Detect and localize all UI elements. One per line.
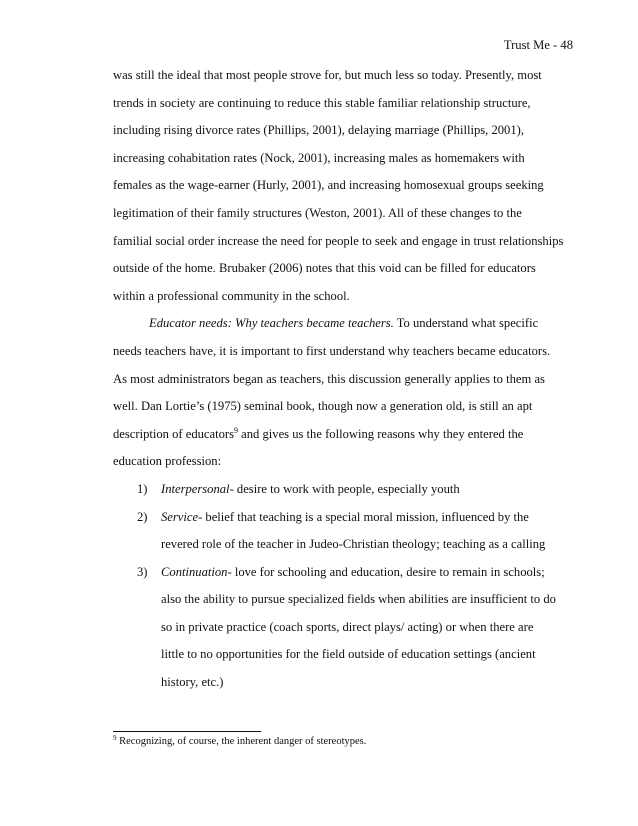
- text-span: and gives us the following reasons why they entered the: [238, 426, 524, 441]
- footnote-separator: [113, 731, 261, 732]
- list-item-line: [113, 559, 573, 587]
- text-line: needs teachers have, it is important to first understand why teachers became educators.: [113, 343, 551, 358]
- text-line: education profession:: [113, 454, 222, 469]
- text-span: description of educators: [113, 426, 234, 441]
- reasons-list: [113, 476, 573, 697]
- text-line: was still the ideal that most people strove for, but much less so today. Presently, most: [113, 68, 542, 82]
- list-item: [113, 504, 573, 559]
- list-item: [113, 559, 573, 697]
- list-item-continuation: so in private practice (coach sports, direct plays/ acting) or when there are: [161, 619, 534, 634]
- text-line: familial social order increase the need for people to seek and engage in trust relationships: [113, 233, 564, 248]
- list-item-line: [113, 504, 573, 532]
- footnote-text: Recognizing, of course, the inherent danger of stereotypes.: [116, 736, 367, 747]
- list-item-continuation: revered role of the teacher in Judeo-Christian theology; teaching as a calling: [161, 537, 546, 552]
- section-heading: Educator needs: Why teachers became teachers.: [149, 316, 394, 331]
- list-item-line: [113, 476, 573, 504]
- text-line: increasing cohabitation rates (Nock, 2001), increasing males as homemakers with: [113, 150, 525, 165]
- list-number: 1): [137, 481, 148, 496]
- page-body: [113, 62, 573, 697]
- text-line: within a professional community in the school.: [113, 288, 350, 303]
- text-line: legitimation of their family structures (Weston, 2001). All of these changes to the: [113, 205, 522, 220]
- footnote: [113, 736, 366, 747]
- text-line: As most administrators began as teachers, this discussion generally applies to them as: [113, 371, 545, 386]
- list-number: 3): [137, 564, 148, 579]
- list-item-continuation: history, etc.): [161, 675, 224, 690]
- list-number: 2): [137, 509, 148, 524]
- list-term: Continuation: [161, 564, 228, 579]
- list-term: Interpersonal: [161, 481, 230, 496]
- list-text: - belief that teaching is a special moral mission, influenced by the: [198, 509, 529, 524]
- running-head: Trust Me - 48: [503, 38, 573, 52]
- list-term: Service: [161, 509, 199, 524]
- footnote-reference: 9: [234, 425, 238, 435]
- list-text: - desire to work with people, especially youth: [229, 481, 460, 496]
- text-line: females as the wage-earner (Hurly, 2001), and increasing homosexual groups seeking: [113, 178, 544, 193]
- paragraph-continuation: [113, 62, 573, 310]
- text-span: To understand what specific: [393, 316, 539, 331]
- list-item-continuation: little to no opportunities for the field outside of education settings (ancient: [161, 647, 536, 662]
- footnote-number: 9: [113, 734, 117, 742]
- text-line: including rising divorce rates (Phillips, 2001), delaying marriage (Phillips, 2001),: [113, 123, 524, 138]
- text-line: [113, 421, 573, 449]
- paragraph-educator-needs: [113, 310, 573, 476]
- list-item-continuation: also the ability to pursue specialized fields when abilities are insufficient to do: [161, 592, 556, 607]
- text-line: well. Dan Lortie’s (1975) seminal book, though now a generation old, is still an apt: [113, 399, 533, 414]
- text-line: [113, 310, 573, 338]
- list-text: - love for schooling and education, desire to remain in schools;: [227, 564, 545, 579]
- text-line: outside of the home. Brubaker (2006) notes that this void can be filled for educators: [113, 261, 536, 276]
- list-item: [113, 476, 573, 504]
- text-line: trends in society are continuing to reduce this stable familiar relationship structure,: [113, 95, 531, 110]
